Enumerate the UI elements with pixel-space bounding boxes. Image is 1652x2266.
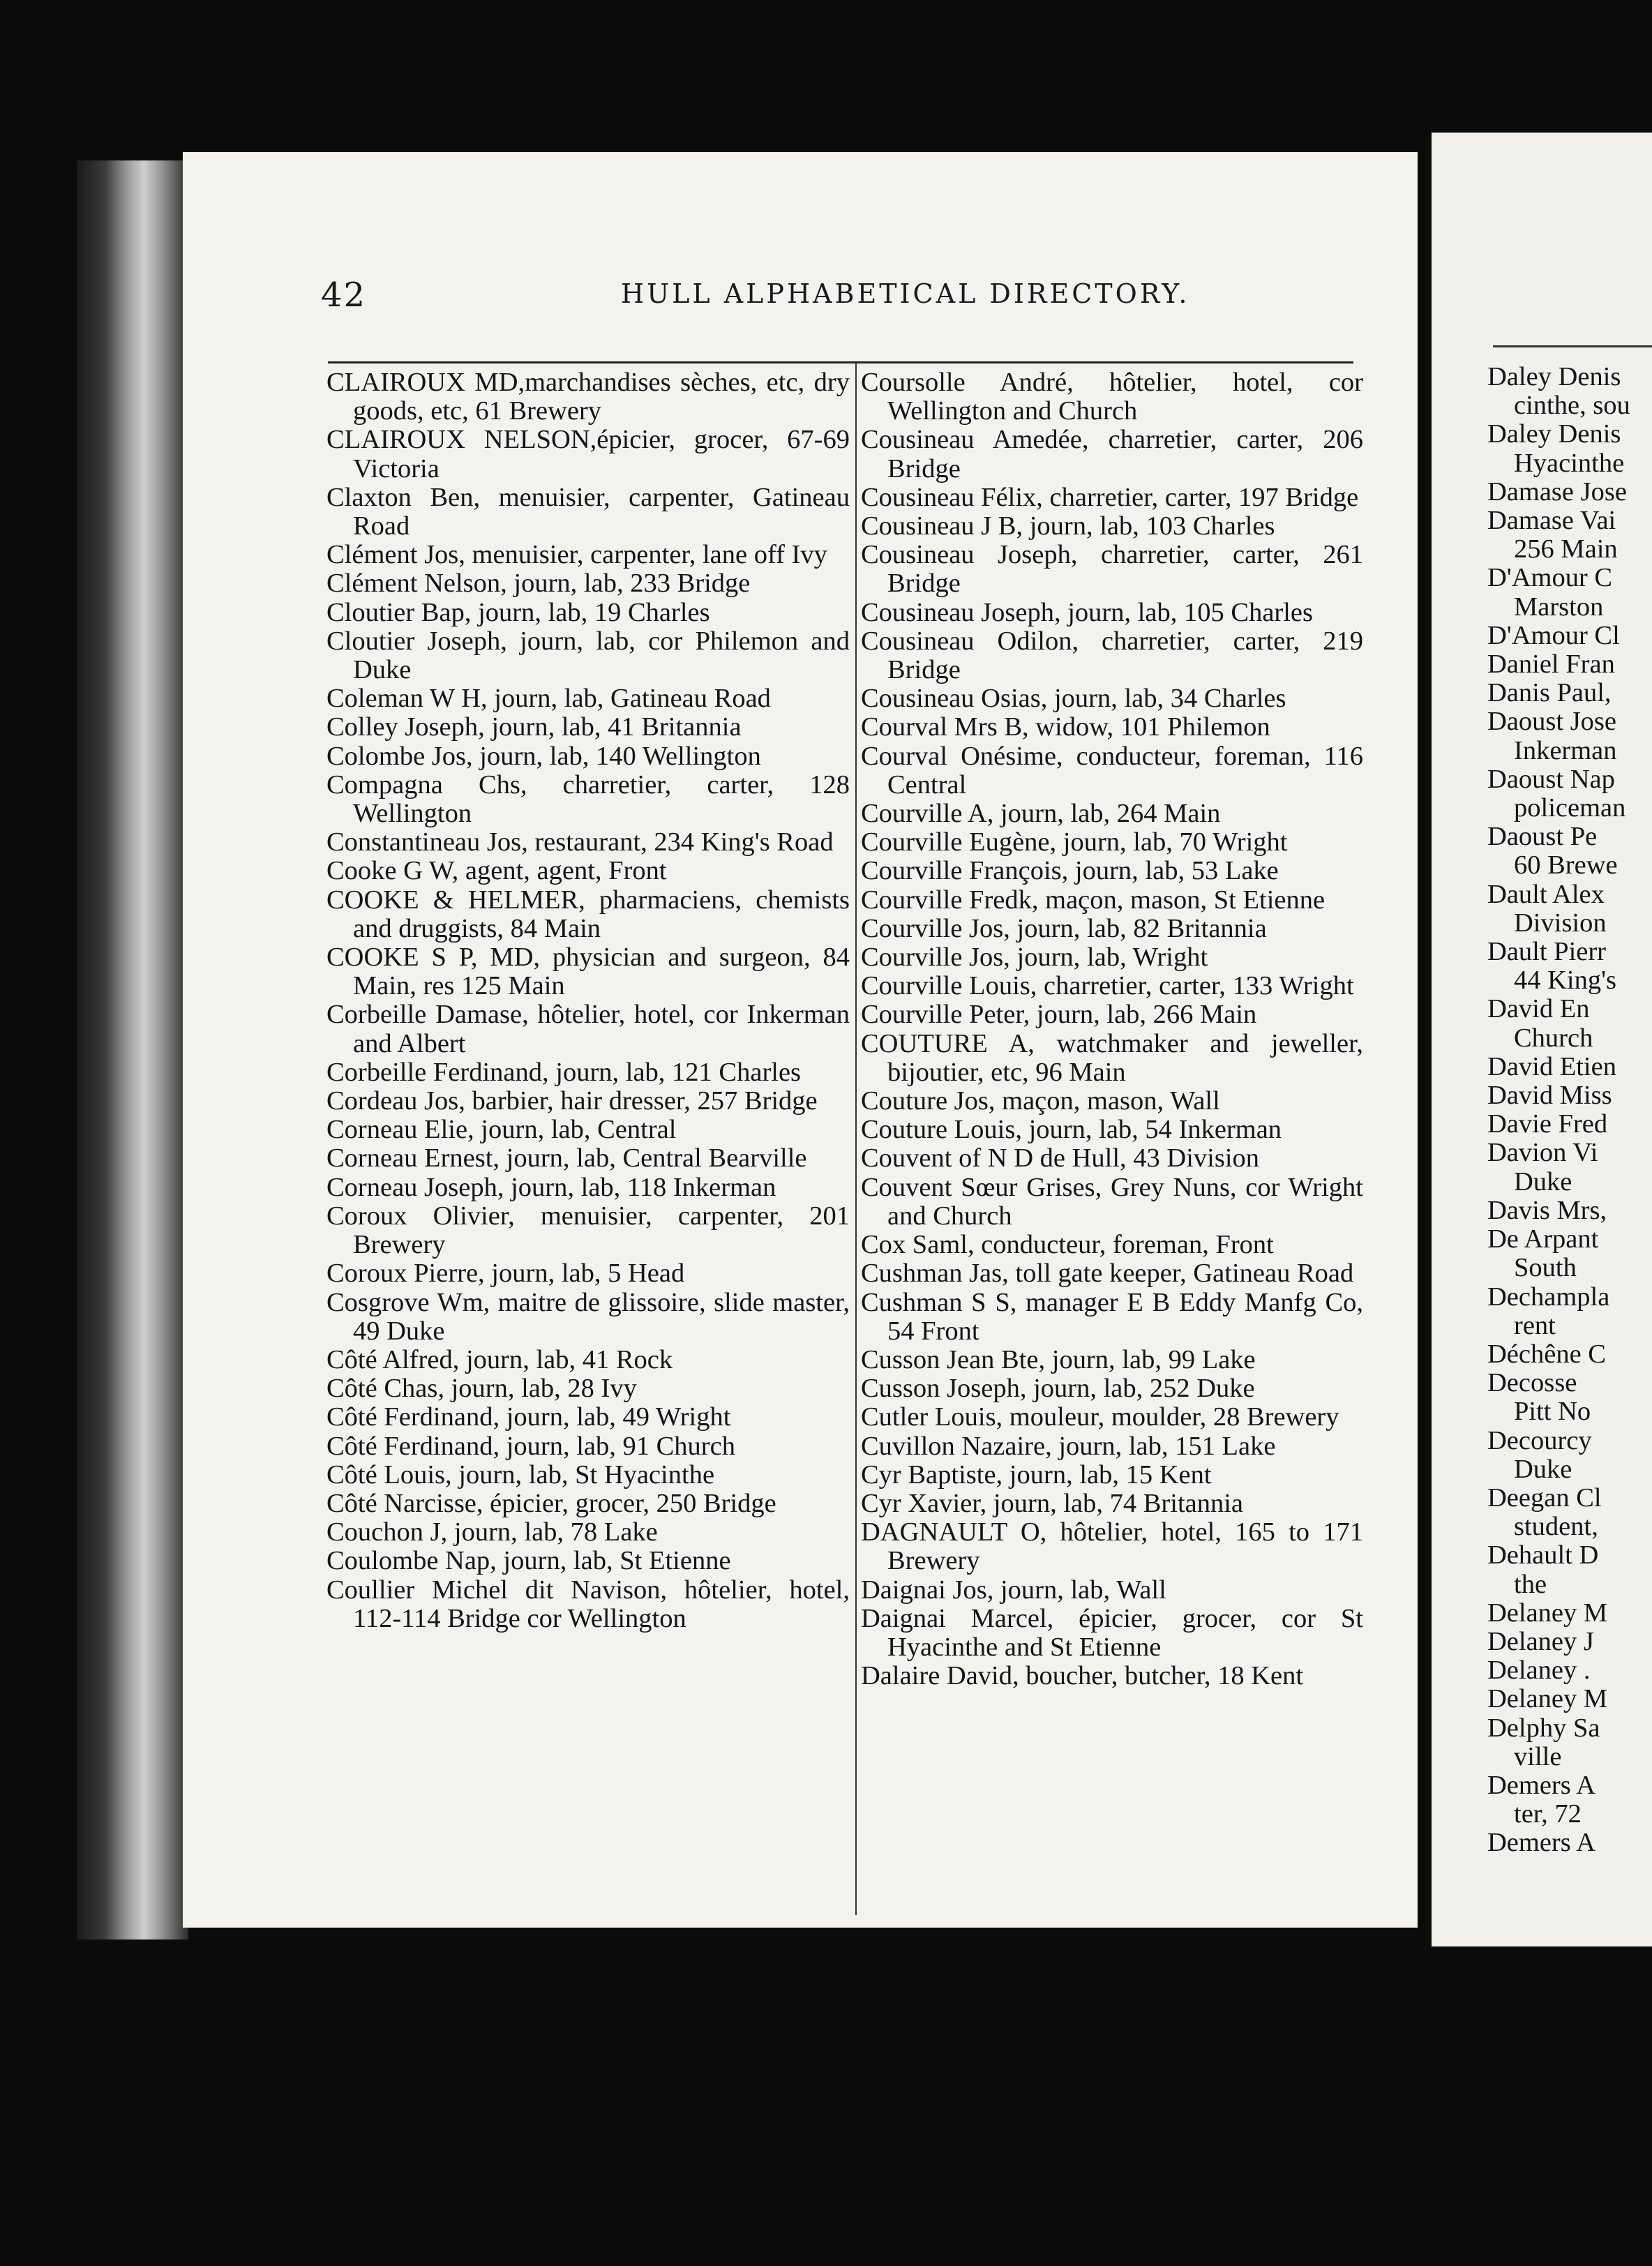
directory-entry: Couchon J, journ, lab, 78 Lake	[326, 1517, 658, 1547]
directory-entry: Courville Louis, charretier, carter, 133 Wright	[861, 971, 1354, 1001]
directory-entry-fragment: David En	[1487, 994, 1590, 1024]
directory-entry: Dalaire David, boucher, butcher, 18 Kent	[861, 1661, 1304, 1691]
directory-entry-fragment: David Etien	[1487, 1051, 1616, 1081]
directory-entry: Cushman S S, manager E B Eddy Manfg Co, 54 Front	[861, 1287, 1363, 1346]
directory-entry: Côté Louis, journ, lab, St Hyacinthe	[326, 1460, 715, 1490]
directory-entry: Cloutier Bap, journ, lab, 19 Charles	[326, 597, 710, 627]
directory-entry-fragment: Daniel Fran	[1487, 650, 1615, 680]
directory-entry-fragment: Duke	[1514, 1454, 1572, 1484]
directory-entry: Cousineau Odilon, charretier, carter, 219 Bridge	[861, 626, 1363, 685]
directory-entry-fragment: Delaney M	[1487, 1598, 1608, 1628]
directory-entry: Côté Alfred, journ, lab, 41 Rock	[326, 1344, 673, 1374]
directory-entry-fragment: ville	[1514, 1741, 1562, 1771]
directory-entry: Coroux Pierre, journ, lab, 5 Head	[326, 1259, 685, 1289]
directory-entry: Cloutier Joseph, journ, lab, cor Philemon and Duke	[326, 626, 850, 685]
directory-entry-fragment: ter, 72	[1514, 1799, 1582, 1829]
directory-entry: Courville Jos, journ, lab, Wright	[861, 943, 1208, 973]
directory-entry: Courval Mrs B, widow, 101 Philemon	[861, 712, 1270, 742]
directory-entry: Courville François, journ, lab, 53 Lake	[861, 856, 1279, 886]
directory-entry-fragment: Davie Fred	[1487, 1109, 1608, 1139]
running-title: HULL ALPHABETICAL DIRECTORY.	[621, 278, 1190, 309]
directory-entry: Corneau Elie, journ, lab, Central	[326, 1115, 677, 1145]
directory-column-2	[861, 368, 1363, 1690]
directory-entry: Corbeille Ferdinand, journ, lab, 121 Charles	[326, 1057, 802, 1087]
page-header	[321, 276, 1353, 324]
directory-entry: Constantineau Jos, restaurant, 234 King's Road	[326, 827, 834, 857]
directory-entry: Courville A, journ, lab, 264 Main	[861, 799, 1221, 829]
directory-entry-fragment: Déchêne C	[1487, 1339, 1606, 1369]
directory-entry: Cousineau Osias, journ, lab, 34 Charles	[861, 684, 1286, 714]
directory-entry-fragment: South	[1514, 1253, 1577, 1283]
directory-entry: Cousineau Amedée, charretier, carter, 206 Bridge	[861, 425, 1363, 483]
directory-entry: Cyr Baptiste, journ, lab, 15 Kent	[861, 1460, 1212, 1490]
directory-entry-fragment: Danis Paul,	[1487, 678, 1612, 708]
directory-entry: Cooke G W, agent, agent, Front	[326, 856, 667, 886]
directory-entry-fragment: 44 King's	[1514, 966, 1617, 996]
directory-entry-fragment: Daoust Pe	[1487, 822, 1598, 852]
directory-entry: Coroux Olivier, menuisier, carpenter, 201 Brewery	[326, 1201, 850, 1260]
directory-entry: Cutler Louis, mouleur, moulder, 28 Brewery	[861, 1402, 1339, 1432]
directory-entry-fragment: Demers A	[1487, 1828, 1596, 1858]
directory-entry-fragment: Daoust Nap	[1487, 764, 1615, 794]
directory-entry: Cox Saml, conducteur, foreman, Front	[861, 1230, 1274, 1260]
directory-entry-fragment: Inkerman	[1514, 735, 1617, 765]
directory-entry-fragment: Demers A	[1487, 1770, 1596, 1800]
book-page-edges	[77, 160, 188, 1939]
directory-entry-fragment: Daley Denis	[1487, 362, 1621, 391]
directory-entry: Cusson Jean Bte, journ, lab, 99 Lake	[861, 1344, 1256, 1374]
directory-entry-fragment: Decosse	[1487, 1368, 1577, 1398]
directory-entry: Couture Louis, journ, lab, 54 Inkerman	[861, 1115, 1282, 1145]
directory-entry: Courville Fredk, maçon, mason, St Etienne	[861, 885, 1326, 915]
directory-entry-fragment: Pitt No	[1514, 1397, 1591, 1427]
directory-entry: Coleman W H, journ, lab, Gatineau Road	[326, 684, 771, 714]
header-rule	[328, 361, 1353, 363]
directory-entry-fragment: Davis Mrs,	[1487, 1195, 1607, 1225]
directory-entry: Courville Jos, journ, lab, 82 Britannia	[861, 913, 1267, 943]
directory-entry: Clément Nelson, journ, lab, 233 Bridge	[326, 569, 751, 599]
directory-entry: Cordeau Jos, barbier, hair dresser, 257 Bridge	[326, 1086, 818, 1116]
directory-entry-fragment: 256 Main	[1514, 534, 1618, 564]
directory-entry: DAGNAULT O, hôtelier, hotel, 165 to 171 Brewery	[861, 1517, 1363, 1576]
directory-entry: Coursolle André, hôtelier, hotel, cor Wellington and Church	[861, 368, 1363, 426]
directory-entry-fragment: policeman	[1514, 793, 1626, 823]
directory-entry: Colombe Jos, journ, lab, 140 Wellington	[326, 741, 761, 771]
directory-entry: Compagna Chs, charretier, carter, 128 Wellington	[326, 770, 850, 829]
directory-entry-fragment: student,	[1514, 1512, 1598, 1542]
directory-entry: CLAIROUX MD,marchandises sèches, etc, dry goods, etc, 61 Brewery	[326, 368, 850, 426]
directory-entry-fragment: Dault Pierr	[1487, 937, 1606, 967]
directory-entry-fragment: David Miss	[1487, 1081, 1612, 1111]
directory-entry: Couture Jos, maçon, mason, Wall	[861, 1086, 1220, 1116]
directory-entry-fragment: Division	[1514, 908, 1607, 938]
directory-entry: Côté Ferdinand, journ, lab, 49 Wright	[326, 1402, 731, 1432]
directory-entry: Cousineau Félix, charretier, carter, 197 Bridge	[861, 482, 1359, 512]
directory-entry-fragment: Daoust Jose	[1487, 707, 1616, 737]
directory-entry: CLAIROUX NELSON,épicier, grocer, 67-69 Victoria	[326, 425, 850, 483]
directory-entry: Corneau Joseph, journ, lab, 118 Inkerman	[326, 1172, 776, 1202]
directory-entry: Clément Jos, menuisier, carpenter, lane off Ivy	[326, 540, 827, 570]
directory-entry: Cousineau Joseph, journ, lab, 105 Charles	[861, 597, 1313, 627]
directory-entry-fragment: D'Amour C	[1487, 563, 1613, 593]
directory-entry: COUTURE A, watchmaker and jeweller, bijoutier, etc, 96 Main	[861, 1028, 1363, 1087]
directory-entry: Daignai Marcel, épicier, grocer, cor St Hyacinthe and St Etienne	[861, 1603, 1363, 1662]
directory-entry-fragment: Delaney .	[1487, 1656, 1591, 1686]
directory-entry-fragment: Damase Jose	[1487, 477, 1627, 507]
directory-entry-fragment: the	[1514, 1569, 1547, 1599]
directory-entry: Courville Eugène, journ, lab, 70 Wright	[861, 827, 1288, 857]
directory-entry-fragment: Hyacinthe	[1514, 448, 1625, 478]
directory-entry: Cuvillon Nazaire, journ, lab, 151 Lake	[861, 1431, 1276, 1461]
directory-entry: Cyr Xavier, journ, lab, 74 Britannia	[861, 1488, 1244, 1518]
directory-entry: Colley Joseph, journ, lab, 41 Britannia	[326, 712, 742, 742]
directory-entry: Corbeille Damase, hôtelier, hotel, cor Inkerman and Albert	[326, 1000, 850, 1058]
directory-entry-fragment: Daley Denis	[1487, 419, 1621, 449]
directory-entry-fragment: Delaney M	[1487, 1684, 1608, 1714]
directory-entry: Côté Chas, journ, lab, 28 Ivy	[326, 1374, 637, 1404]
directory-entry: Cusson Joseph, journ, lab, 252 Duke	[861, 1374, 1255, 1404]
directory-entry-fragment: Marston	[1514, 592, 1604, 622]
directory-entry: Cousineau Joseph, charretier, carter, 261 Bridge	[861, 540, 1363, 599]
directory-entry: Couvent of N D de Hull, 43 Division	[861, 1143, 1260, 1173]
directory-entry-fragment: cinthe, sou	[1514, 391, 1630, 421]
directory-entry-fragment: 60 Brewe	[1514, 850, 1618, 880]
directory-entry-fragment: Decourcy	[1487, 1425, 1592, 1455]
directory-entry: Daignai Jos, journ, lab, Wall	[861, 1575, 1166, 1605]
directory-entry-fragment: Dechampla	[1487, 1282, 1610, 1312]
directory-entry-fragment: Dehault D	[1487, 1540, 1599, 1570]
column-divider	[855, 363, 857, 1915]
directory-entry: COOKE & HELMER, pharmaciens, chemists and druggists, 84 Main	[326, 885, 850, 943]
directory-entry: Corneau Ernest, journ, lab, Central Bearville	[326, 1143, 807, 1173]
directory-entry-fragment: Duke	[1514, 1166, 1572, 1196]
directory-entry: Courval Onésime, conducteur, foreman, 116 Central	[861, 741, 1363, 800]
directory-entry-fragment: Delaney J	[1487, 1626, 1594, 1656]
directory-entry-fragment: Damase Vai	[1487, 506, 1616, 536]
directory-entry: COOKE S P, MD, physician and surgeon, 84 Main, res 125 Main	[326, 943, 850, 1001]
directory-entry: Cushman Jas, toll gate keeper, Gatineau Road	[861, 1259, 1354, 1289]
directory-entry-fragment: D'Amour Cl	[1487, 620, 1620, 650]
directory-entry: Courville Peter, journ, lab, 266 Main	[861, 1000, 1257, 1030]
right-page-header-rule	[1493, 345, 1652, 347]
directory-column-3-partial	[1487, 363, 1652, 1858]
directory-entry: Cousineau J B, journ, lab, 103 Charles	[861, 511, 1275, 541]
directory-entry: Couvent Sœur Grises, Grey Nuns, cor Wright and Church	[861, 1172, 1363, 1231]
directory-entry: Côté Narcisse, épicier, grocer, 250 Bridge	[326, 1488, 776, 1518]
directory-entry: Coullier Michel dit Navison, hôtelier, hotel, 112-114 Bridge cor Wellington	[326, 1575, 850, 1633]
directory-entry: Côté Ferdinand, journ, lab, 91 Church	[326, 1431, 735, 1461]
directory-entry: Claxton Ben, menuisier, carpenter, Gatineau Road	[326, 482, 850, 541]
directory-entry-fragment: Deegan Cl	[1487, 1483, 1602, 1513]
directory-entry-fragment: Church	[1514, 1023, 1593, 1053]
directory-entry-fragment: rent	[1514, 1310, 1556, 1340]
directory-entry-fragment: De Arpant	[1487, 1224, 1599, 1254]
page-number: 42	[321, 276, 367, 315]
directory-entry: Coulombe Nap, journ, lab, St Etienne	[326, 1546, 731, 1576]
directory-entry: Cosgrove Wm, maitre de glissoire, slide master, 49 Duke	[326, 1287, 850, 1346]
directory-entry-fragment: Davion Vi	[1487, 1138, 1598, 1168]
directory-column-1	[326, 368, 850, 1633]
directory-entry-fragment: Dault Alex	[1487, 879, 1605, 909]
directory-entry-fragment: Delphy Sa	[1487, 1713, 1600, 1743]
